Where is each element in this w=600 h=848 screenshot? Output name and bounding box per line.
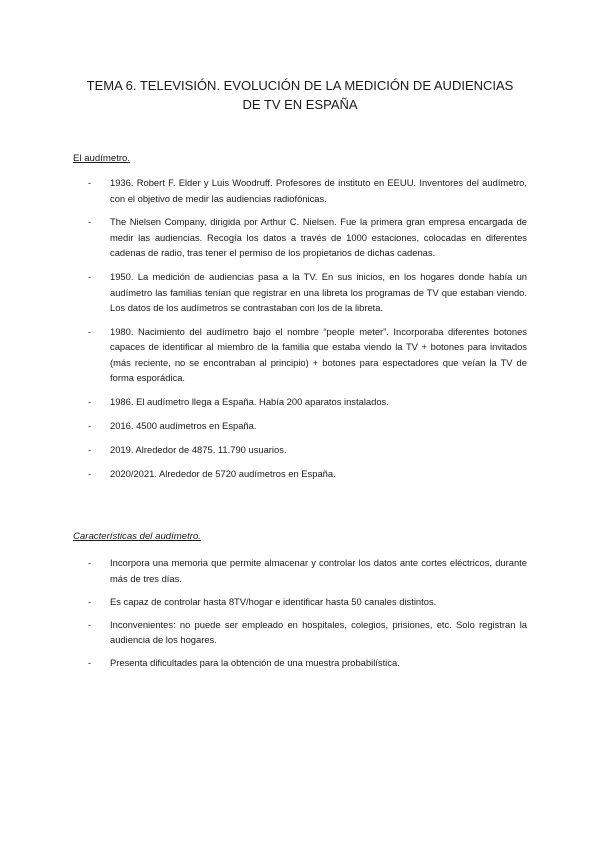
bullet-dash: - [88,271,92,283]
list-item [73,394,527,410]
list-item [73,466,527,482]
bullet-dash: - [88,467,92,479]
list-item [73,269,527,316]
list-item-text: The Nielsen Company, dirigida por Arthur C. Nielsen. Fue la primera gran empresa encargada de medir las audiencias. Recogía los datos a través de 1000 estaciones, colocadas en diferentes cadenas de radio, tras tener el permiso de los propietarios de dichas cadenas. [110,216,527,259]
audimetro-history-list [73,175,527,489]
bullet-dash: - [88,419,92,431]
bullet-dash: - [88,177,92,188]
list-item [73,418,527,434]
list-item-text: 1980. Nacimiento del audímetro bajo el nombre “people meter”. Incorporaba diferentes botones capaces de identificar al miembro de la familia que estaba viendo la TV + botones para invitados (más reciente, no se encontraban al principio) + botones para espectadores que veían la TV de forma esporádica. [110,325,527,384]
bullet-dash: - [88,396,92,408]
bullet-dash: - [88,657,92,668]
bullet-dash: - [88,443,92,455]
section-heading-caracteristicas: Características del audímetro. [73,531,201,542]
list-item-text: 1950. La medición de audiencias pasa a la TV. En sus inicios, en los hogares donde había un audímetro las familias tenían que registrar en una libreta los programas de TV que estaban viendo. Los datos de los audímetros se contrastaban con los de la libreta. [110,271,527,314]
list-item [73,214,527,261]
list-item-text: 2020/2021. Alrededor de 5720 audímetros en España. [110,467,336,479]
list-item [73,617,527,648]
section-heading-audimetro: El audímetro. [73,153,131,164]
list-item [73,655,527,671]
bullet-dash: - [88,216,92,228]
bullet-dash: - [88,618,92,630]
list-item [73,594,527,610]
list-item [73,324,527,386]
list-item [73,555,527,586]
list-item-text: 1936. Robert F. Elder y Luis Woodruff. Profesores de instituto en EEUU. Inventores del audímetro, con el objetivo de medir las audiencias radiofónicas. [110,177,527,204]
list-item-text: Incorpora una memoria que permite almacenar y controlar los datos ante cortes eléctricos, durante más de tres días. [110,557,527,584]
list-item-text: 1986. El audímetro llega a España. Había 200 aparatos instalados. [110,396,389,408]
list-item-text: Presenta dificultades para la obtención de una muestra probabilística. [110,657,400,668]
bullet-dash: - [88,325,92,337]
list-item-text: Es capaz de controlar hasta 8TV/hogar e identificar hasta 50 canales distintos. [110,595,437,607]
document-title: TEMA 6. TELEVISIÓN. EVOLUCIÓN DE LA MEDICIÓN DE AUDIENCIAS DE TV EN ESPAÑA [86,78,514,112]
caracteristicas-list [73,555,527,678]
list-item-text: 2019. Alrededor de 4875. 11.790 usuarios. [110,443,287,455]
list-item [73,442,527,458]
list-item [73,175,527,206]
bullet-dash: - [88,557,92,568]
bullet-dash: - [88,595,92,607]
list-item-text: Inconvenientes: no puede ser empleado en hospitales, colegios, prisiones, etc. Solo registran la audiencia de los hogares. [110,618,527,645]
list-item-text: 2016. 4500 audímetros en España. [110,419,257,431]
